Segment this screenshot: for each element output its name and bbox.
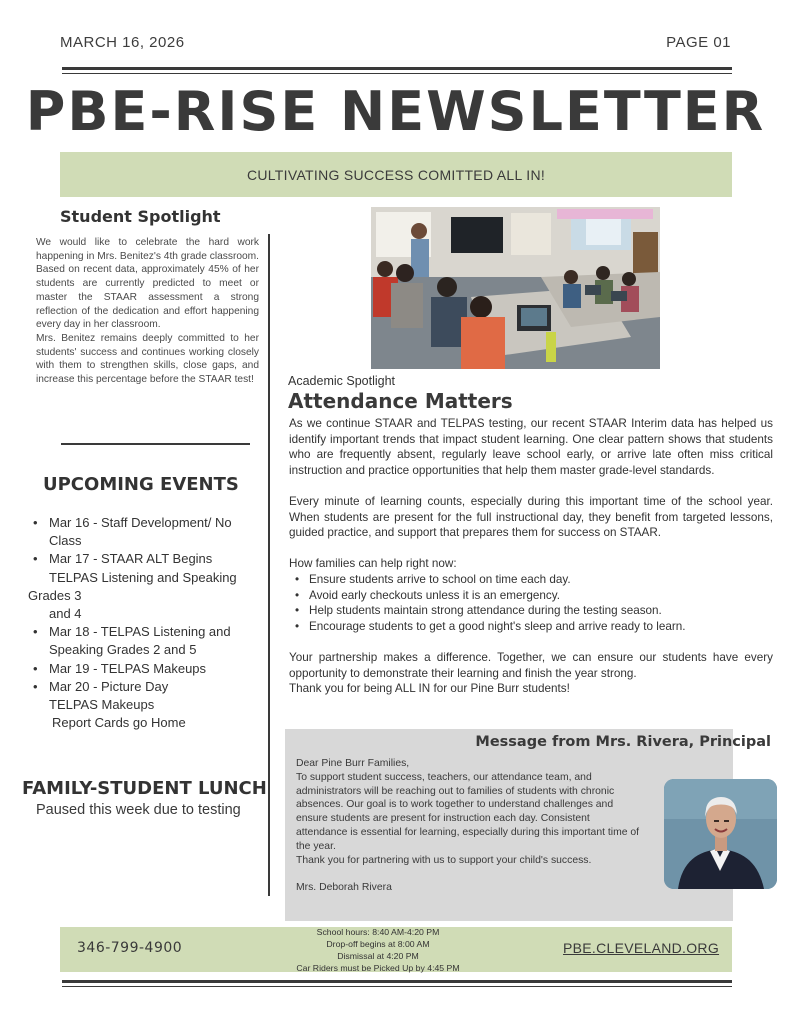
header-rule-top	[62, 67, 732, 70]
event-item-continued: TELPAS Listening and Speaking	[49, 569, 237, 585]
attendance-thanks: Thank you for being ALL IN for our Pine Burr students!	[289, 682, 570, 696]
event-item: • Mar 19 - TELPAS Makeups	[28, 660, 268, 678]
message-signature: Mrs. Deborah Rivera	[296, 882, 392, 894]
family-lunch-heading: FAMILY-STUDENT LUNCH	[22, 778, 267, 799]
hours-line: School hours: 8:40 AM-4:20 PM	[316, 927, 440, 937]
event-item-continued: Report Cards go Home	[52, 715, 186, 731]
events-list	[28, 514, 268, 732]
help-list-item: • Ensure students arrive to school on time each day.	[289, 572, 773, 588]
student-spotlight-heading: Student Spotlight	[60, 207, 221, 226]
message-greeting: Dear Pine Burr Families,	[296, 758, 410, 769]
principal-message-heading: Message from Mrs. Rivera, Principal	[475, 734, 771, 750]
event-item-continued: and 4	[49, 606, 82, 622]
event-item-continued: Speaking Grades 2 and 5	[49, 642, 197, 658]
header-rule-bottom	[62, 73, 732, 74]
attendance-paragraph-1: As we continue STAAR and TELPAS testing, our recent STAAR Interim data has helped us identify important trends that impact student learning. One clear pattern shows that students who are frequently absent, regularly leave school early, or arrive late often miss critical instruction and practice opportunities that help them master grade-level standards.	[289, 417, 773, 477]
principal-portrait-illustration	[664, 779, 777, 889]
footer-rule-bottom	[62, 986, 732, 987]
help-list-item: • Help students maintain strong attendance during the testing season.	[289, 603, 773, 619]
academic-spotlight-label: Academic Spotlight	[288, 374, 396, 388]
tagline-banner	[60, 152, 732, 197]
event-item-continued: Class	[49, 533, 82, 549]
hours-line: Drop-off begins at 8:00 AM	[326, 939, 430, 949]
classroom-photo	[371, 207, 660, 369]
principal-message-text	[296, 757, 641, 895]
page-number: PAGE 01	[666, 34, 731, 51]
tagline-text: CULTIVATING SUCCESS COMITTED ALL IN!	[246, 166, 546, 183]
principal-portrait	[664, 779, 777, 889]
newsletter-title: PBE-RISE NEWSLETTER	[25, 80, 766, 143]
school-website-link[interactable]: PBE.CLEVELAND.ORG	[563, 940, 720, 956]
upcoming-events-heading: UPCOMING EVENTS	[43, 474, 239, 495]
footer-rule-top	[62, 980, 732, 983]
event-item: • Mar 16 - Staff Development/ No	[28, 514, 268, 532]
event-item: • Mar 18 - TELPAS Listening and	[28, 623, 268, 641]
help-list-item: • Avoid early checkouts unless it is an emergency.	[289, 588, 773, 604]
family-lunch-text: Paused this week due to testing	[36, 802, 241, 818]
school-hours	[260, 926, 496, 974]
event-item-continued: Grades 3	[28, 587, 82, 603]
attendance-heading: Attendance Matters	[288, 389, 513, 413]
school-phone: 346-799-4900	[77, 940, 183, 956]
student-spotlight-text	[36, 236, 259, 387]
event-item: • Mar 20 - Picture Day	[28, 678, 268, 696]
classroom-photo-illustration	[371, 207, 660, 369]
spotlight-paragraph-1: We would like to celebrate the hard work happening in Mrs. Benitez's 4th grade classroom. Based on recent data, approximately 45% of her students are currently predicted to meet or master the STAAR assessment a strong reflection of the dedication and effort happening every day in her classroom.	[36, 237, 259, 331]
spotlight-paragraph-2: Mrs. Benitez remains deeply committed to her students' success and continues working closely with them to strengthen skills, close gaps, and increase this percentage before the STAAR test!	[36, 332, 259, 386]
message-thanks: Thank you for partnering with us to support your child's success.	[296, 854, 592, 866]
hours-line: Car Riders must be Picked Up by 4:45 PM	[296, 963, 460, 973]
help-list	[289, 572, 773, 634]
hours-line: Dismissal at 4:20 PM	[337, 951, 419, 961]
message-body: To support student success, teachers, our attendance team, and administrators will be reaching out to families of students with chronic absences. Our goal is to work together to understand challenges and ensure students are present for instruction each day. Consistent attendance is essential for learning, especially during this important time of the year.	[296, 771, 640, 852]
attendance-paragraph-3: Your partnership makes a difference. Together, we can ensure our students have every opportunity to demonstrate their learning and finish the year strong.	[289, 650, 773, 680]
help-intro: How families can help right now:	[289, 557, 457, 571]
help-list-item: • Encourage students to get a good night's sleep and arrive ready to learn.	[289, 619, 773, 635]
event-item: • Mar 17 - STAAR ALT Begins	[28, 550, 268, 568]
attendance-article	[289, 416, 773, 697]
issue-date: MARCH 16, 2026	[60, 34, 185, 51]
column-divider	[268, 234, 270, 896]
section-divider	[61, 443, 250, 445]
event-item-continued: TELPAS Makeups	[49, 697, 155, 713]
attendance-paragraph-2: Every minute of learning counts, especially during this important time of the school year. When students are present for the full instructional day, they benefit from targeted lessons, guided practice, and support that prepares them for success on STAAR.	[289, 494, 773, 540]
